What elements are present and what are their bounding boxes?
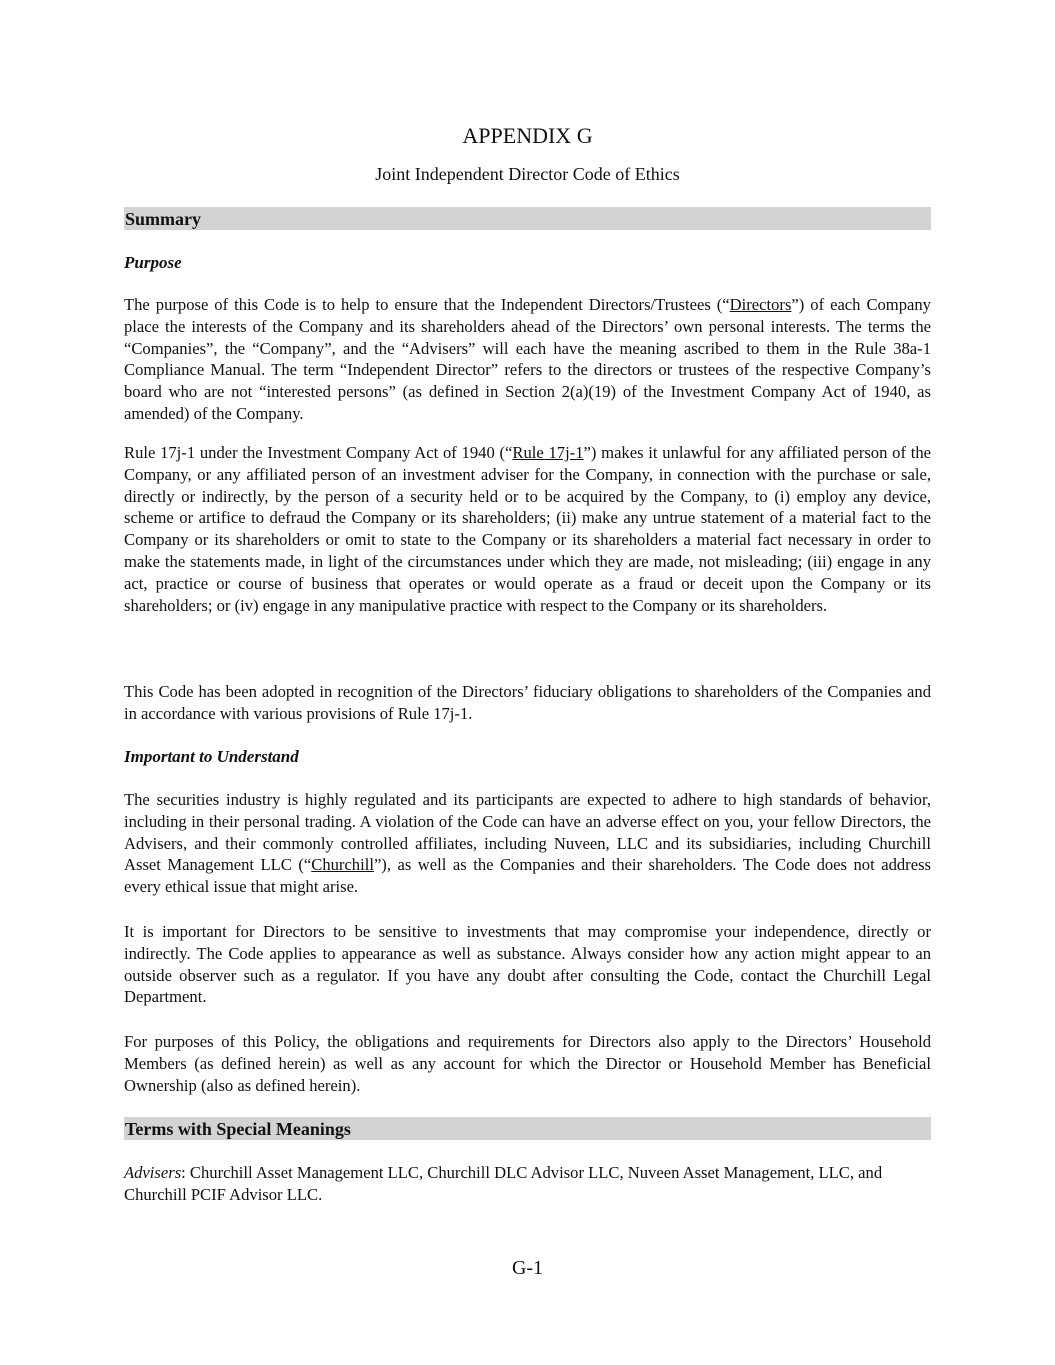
paragraph-text: The securities industry is highly regulated and its participants are expected to adhere to high standards of behavior, including in their personal trading. A violation of the Code can have an adverse effect on you, your fellow Directors, the Advisers, and their commonly controlled affiliates, including Nuveen, LLC and its subsidiaries, including Churchill Asset Management LLC (“ — [124, 790, 931, 875]
paragraph-text: ”), as well as the Companies and their shareholders. The Code does not address every ethical issue that might arise. — [124, 855, 931, 897]
definition-text: : Churchill Asset Management LLC, Churchill DLC Advisor LLC, Nuveen Asset Management, LLC, and Churchill PCIF Advisor LLC. — [124, 1163, 883, 1204]
defined-term-advisers: Advisers — [124, 1163, 182, 1182]
paragraph-text: The purpose of this Code is to help to ensure that the Independent Directors/Trustees (“ — [124, 295, 730, 314]
subheading-important-to-understand: Important to Understand — [124, 747, 299, 766]
page-number: G-1 — [511, 1257, 544, 1279]
paragraph-text: Rule 17j-1 under the Investment Company Act of 1940 (“ — [124, 443, 513, 462]
paragraph-rule-17j-1 — [124, 442, 931, 616]
section-heading-summary: Summary — [124, 207, 931, 230]
paragraph-adoption: This Code has been adopted in recognition of the Directors’ fiduciary obligations to shareholders of the Companies and in accordance with various provisions of Rule 17j-1. — [124, 682, 931, 723]
paragraph-household-members: For purposes of this Policy, the obligations and requirements for Directors also apply to the Directors’ Household Members (as defined herein) as well as any account for which the Director or Household Member has Beneficial Ownership (also as defined herein). — [124, 1032, 931, 1095]
paragraph-text: ”) of each Company place the interests of the Company and its shareholders ahead of the Directors’ own personal interests. The terms the “Companies”, the “Company”, and the “Advisers” will each have the meaning ascribed to them in the Rule 38a-1 Compliance Manual. The term “Independent Director” refers to the directors or trustees of the respective Company’s board who are not “interested persons” (as defined in Section 2(a)(19) of the Investment Company Act of 1940, as amended) of the Company. — [124, 295, 931, 423]
paragraph-independence: It is important for Directors to be sensitive to investments that may compromise your independence, directly or indirectly. The Code applies to appearance as well as substance. Always consider how any action might appear to an outside observer such as a regulator. If you have any doubt after consulting the Code, contact the Churchill Legal Department. — [124, 922, 931, 1007]
page-subtitle: Joint Independent Director Code of Ethics — [375, 164, 680, 184]
paragraph-purpose — [124, 294, 931, 425]
defined-term-rule-17j-1: Rule 17j-1 — [512, 443, 584, 462]
section-heading-terms: Terms with Special Meanings — [124, 1117, 931, 1140]
paragraph-text: ”) makes it unlawful for any affiliated person of the Company, or any affiliated person of an investment adviser for the Company, in connection with the purchase or sale, directly or indirectly, by the person of a security held or to be acquired by the Company, to (i) employ any device, scheme or artifice to defraud the Company or its shareholders; (ii) make any untrue statement of a material fact to the Company or its shareholders or omit to state to the Company or its shareholders a material fact necessary in order to make the statements made, in light of the circumstances under which they are made, not misleading; (iii) engage in any act, practice or course of business that operates or would operate as a fraud or deceit upon the Company or its shareholders; or (iv) engage in any manipulative practice with respect to the Company or its shareholders. — [124, 443, 931, 615]
paragraph-securities-industry — [124, 789, 931, 898]
definition-advisers — [124, 1162, 931, 1206]
page-title: APPENDIX G — [462, 123, 593, 148]
defined-term-churchill: Churchill — [311, 855, 374, 875]
subheading-purpose: Purpose — [124, 253, 182, 272]
defined-term-directors: Directors — [729, 295, 792, 314]
